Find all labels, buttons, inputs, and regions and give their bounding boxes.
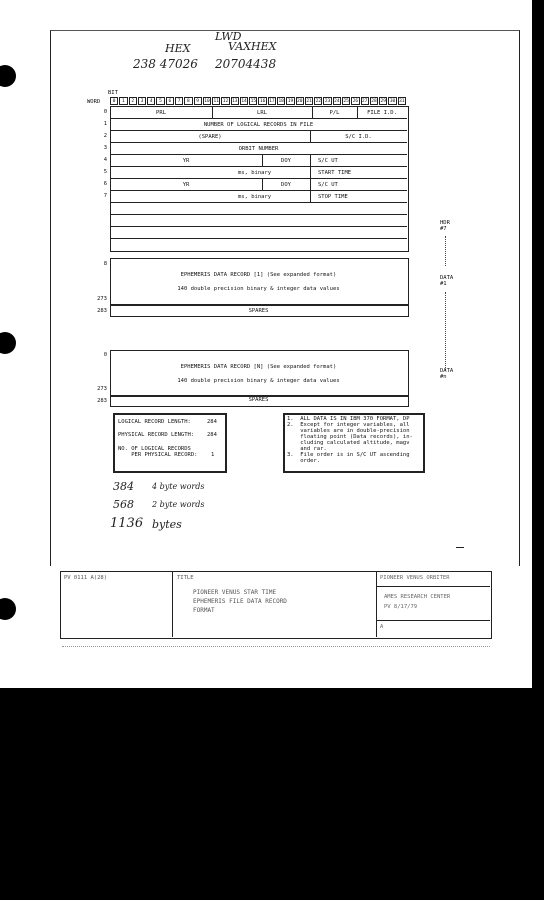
bit-number-cell: 0 — [110, 97, 118, 105]
field-stop-yr: YR — [182, 182, 190, 188]
bit-number-cell: 5 — [156, 97, 164, 105]
field-start-sc-ut: S/C UT — [318, 158, 338, 164]
logical-record-length-label: LOGICAL RECORD LENGTH: — [118, 419, 191, 425]
bit-number-cell: 16 — [259, 99, 266, 104]
bit-number-cell: 27 — [361, 99, 368, 104]
field-file-id: FILE I.D. — [367, 110, 397, 116]
bit-number-cell: 26 — [352, 99, 359, 104]
bit-number-cell: 14 — [241, 99, 247, 104]
physical-record-length-label: PHYSICAL RECORD LENGTH: — [118, 432, 195, 438]
field-spare: (SPARE) — [198, 134, 222, 140]
bit-number-cell: 28 — [371, 99, 377, 104]
field-start-ms: ms, binary — [238, 170, 272, 176]
bit-number-cell: 7 — [175, 97, 183, 105]
field-start-doy: DOY — [281, 158, 291, 164]
handwritten-calc-3-note: bytes — [152, 518, 182, 531]
data-record-1-title: EPHEMERIS DATA RECORD [1] (See expanded format) — [180, 272, 337, 278]
handwritten-calc-3: 1136 — [110, 516, 144, 531]
title-block-right-mid1: AMES RESEARCH CENTER — [384, 594, 451, 600]
data-record-1-desc: 140 double precision binary & integer data values — [177, 286, 340, 292]
note-line: order. — [287, 458, 321, 464]
bit-label: BIT — [108, 90, 118, 96]
binder-hole — [0, 332, 16, 354]
data-record-n-box — [110, 350, 409, 397]
note-line: 1. ALL DATA IS IN IBM 370 FORMAT, DP — [287, 416, 410, 422]
word-number: 7 — [103, 193, 107, 199]
title-line: EPHEMERIS FILE DATA RECORD — [193, 598, 287, 605]
word-number: 4 — [103, 157, 107, 163]
bit-number-cell: 18 — [278, 99, 284, 104]
records-per-physical-label: NO. OF LOGICAL RECORDS PER PHYSICAL RECORD: — [118, 446, 198, 458]
handwritten-number-2: 20704438 — [215, 57, 277, 71]
field-start-time: START TIME — [318, 170, 352, 176]
handwritten-lwd: LWD — [215, 30, 242, 43]
word-label: WORD — [87, 99, 101, 105]
bit-number-cell: 1 — [119, 97, 127, 105]
note-line: 2. Except for integer variables, all — [287, 422, 410, 428]
word-number: 3 — [103, 145, 107, 151]
bit-number-cell: 3 — [138, 97, 146, 105]
word-number: 8 — [103, 261, 107, 267]
word-number: 0 — [103, 109, 107, 115]
word-number: 0 — [103, 352, 107, 358]
field-pl: P/L — [329, 110, 340, 116]
bit-number-cell: 25 — [343, 99, 349, 104]
bit-number-cell: 13 — [232, 99, 238, 104]
title-line: PIONEER VENUS STAR TIME — [193, 589, 277, 596]
handwritten-calc-2: 568 — [113, 498, 134, 511]
field-stop-sc-ut: S/C UT — [318, 182, 338, 188]
bit-number-cell: 15 — [250, 99, 257, 104]
bit-number-cell: 12 — [222, 99, 229, 104]
field-stop-time: STOP TIME — [318, 194, 348, 200]
bit-number-cell: 19 — [287, 99, 294, 104]
field-start-yr: YR — [182, 158, 190, 164]
title-block-right-mid2: PV 8/17/79 — [384, 604, 418, 610]
field-stop-ms: ms, binary — [238, 194, 272, 200]
bit-number-cell: 30 — [389, 99, 396, 104]
bit-number-cell: 29 — [380, 99, 386, 104]
data-n-tag: DATA #n — [440, 368, 454, 380]
note-line: variables are in double-precision — [287, 428, 410, 434]
title-block-right-bottom: A — [380, 624, 384, 630]
bit-number-cell: 8 — [184, 97, 192, 105]
bit-number-cell: 4 — [147, 97, 155, 105]
field-number-of-records: NUMBER OF LOGICAL RECORDS IN FILE — [203, 122, 314, 128]
field-orbit-number: ORBIT NUMBER — [238, 146, 279, 152]
field-sc-id: S/C I.D. — [345, 134, 372, 140]
bit-number-cell: 21 — [306, 99, 312, 104]
word-number: 273 — [97, 296, 107, 302]
bit-number-cell: 6 — [166, 97, 174, 105]
handwritten-calc-1-note: 4 byte words — [152, 482, 205, 491]
handwritten-vaxhex: VAXHEX — [228, 40, 277, 53]
word-number: 283 — [97, 308, 107, 314]
data-1-tag: DATA #1 — [440, 275, 454, 287]
handwritten-calc-1: 384 — [113, 480, 134, 493]
bit-number-cell: 10 — [204, 99, 210, 104]
field-prl: PRL — [156, 110, 166, 116]
bit-number-cell: 22 — [315, 99, 322, 104]
binder-hole — [0, 598, 16, 620]
bit-number-cell: 9 — [194, 97, 202, 105]
title-block-title-label: TITLE — [177, 575, 194, 581]
bit-number-cell: 11 — [213, 99, 219, 104]
title-line: FORMAT — [193, 607, 215, 614]
word-number: 2 — [103, 133, 107, 139]
word-number: 1 — [103, 121, 107, 127]
data-record-n-desc: 140 double precision binary & integer data values — [177, 378, 340, 384]
title-block-right-top: PIONEER VENUS ORBITER — [380, 575, 450, 581]
data-record-1-spares: SPARES — [248, 308, 269, 314]
bit-number-cell: 24 — [334, 99, 340, 104]
handwritten-number-1: 238 47026 — [133, 57, 198, 71]
physical-record-length-value: 284 — [207, 432, 217, 438]
field-lrl: LRL — [257, 110, 267, 116]
bit-number-cell: 2 — [129, 97, 137, 105]
word-number: 5 — [103, 169, 107, 175]
bit-number-cell: 20 — [297, 99, 303, 104]
note-line: and rar. — [287, 446, 327, 452]
handwritten-calc-2-note: 2 byte words — [152, 500, 205, 509]
note-line: 3. File order is in S/C UT ascending — [287, 452, 410, 458]
word-number: 283 — [97, 398, 107, 404]
note-line: floating point (Data records), in- — [287, 434, 413, 440]
title-block-id: PV 0111 A(28) — [64, 575, 108, 581]
notes-list — [287, 416, 421, 464]
word-number: 6 — [103, 181, 107, 187]
word-number: 273 — [97, 386, 107, 392]
binder-hole — [0, 65, 16, 87]
note-line: cluding calculated altitude, magv — [287, 440, 410, 446]
bit-number-cell: 17 — [269, 99, 275, 104]
title-block-title — [193, 588, 287, 615]
logical-record-length-value: 284 — [207, 419, 217, 425]
hdr-tag: HDR #7 — [440, 220, 450, 232]
data-record-n-spares: SPARES — [248, 397, 269, 403]
data-record-1-box — [110, 258, 409, 305]
handwritten-hex: HEX — [165, 42, 191, 55]
bit-number-cell: 31 — [399, 99, 405, 104]
data-record-n-title: EPHEMERIS DATA RECORD [N] (See expanded format) — [180, 364, 337, 370]
records-per-physical-value: 1 — [211, 452, 215, 458]
field-stop-doy: DOY — [281, 182, 291, 188]
bit-number-cell: 23 — [324, 99, 331, 104]
